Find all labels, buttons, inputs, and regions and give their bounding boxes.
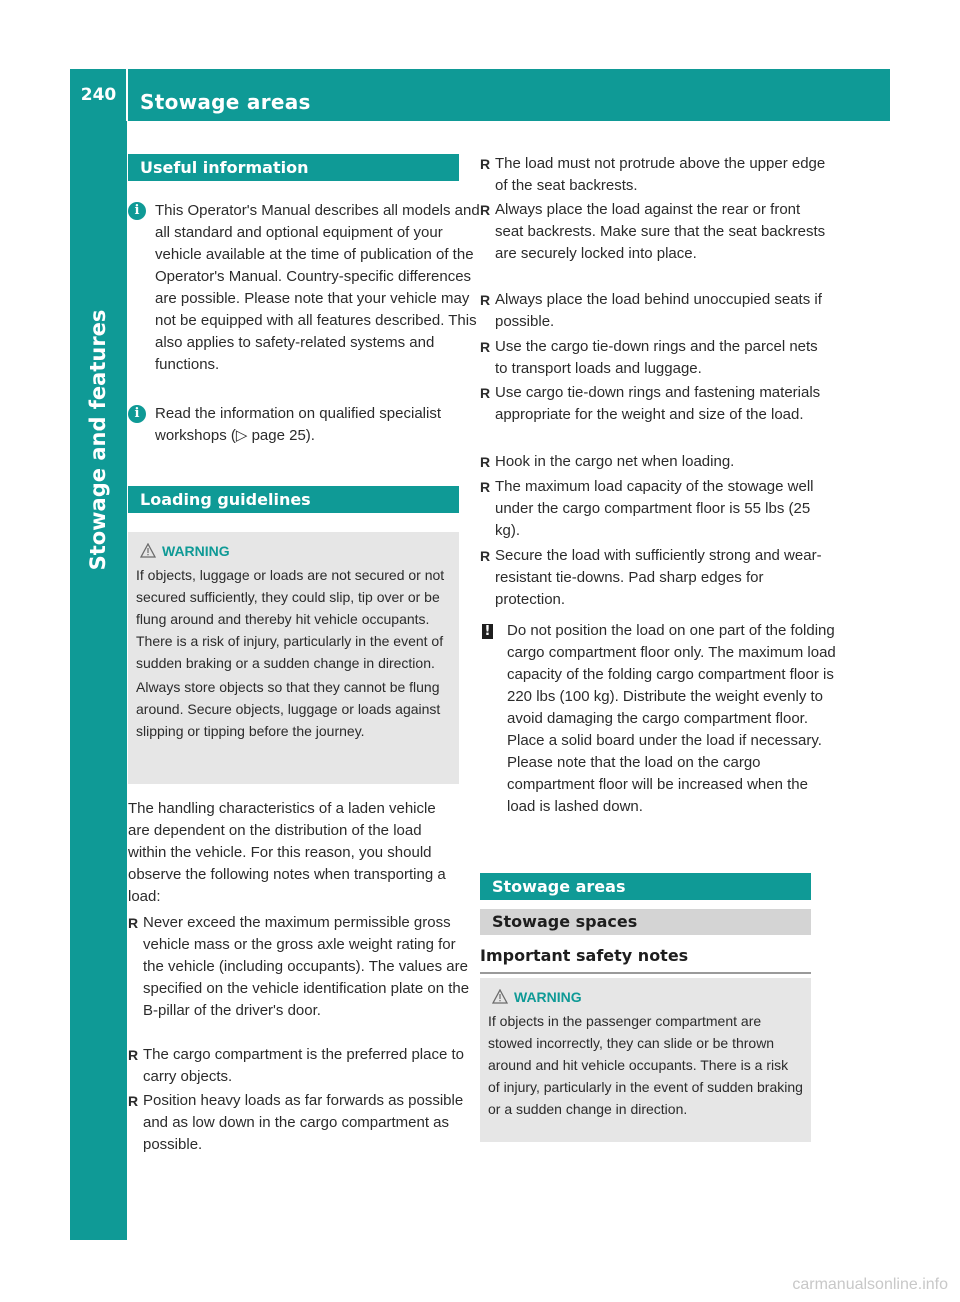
bullet-r-icon: R (128, 1093, 139, 1109)
caution-note-text: Do not position the load on one part of the folding cargo compartment floor only. The maximum load capacity of the folding cargo compartment floor is 220 lbs (100 kg). Distribute the weight evenly to avoid damaging the cargo compartment floor. Place a solid board under the load if necessary. Please note that the load on the cargo compartment floor will be increased when the load is lashed down. (507, 622, 836, 815)
info-icon: i (128, 202, 146, 220)
bullet-r-icon: R (480, 385, 491, 401)
bullet-r-icon: R (480, 156, 491, 172)
list-item: R Always place the load behind unoccupied seats if possible. (480, 291, 822, 330)
bullet-r-icon: R (480, 548, 491, 564)
bullet-r-icon: R (128, 1047, 139, 1063)
list-item: R Position heavy loads as far forwards as possible and as low down in the cargo compartment as possible. (128, 1092, 464, 1153)
warning-text: Always store objects so that they cannot be flung around. Secure objects, luggage or loads against slipping or tipping before the journey. (136, 679, 441, 739)
list-item: R Hook in the cargo net when loading. (480, 451, 826, 473)
section-loading-guidelines: Loading guidelines (128, 486, 459, 513)
page-number: 240 (80, 85, 117, 105)
info-note-text: Read the information on qualified specialist workshops (▷ page 25). (155, 405, 442, 444)
info-note (128, 403, 486, 447)
caution-note (480, 620, 838, 818)
page-title: Stowage areas (140, 90, 311, 114)
warning-text: If objects in the passenger compartment are stowed incorrectly, they can slide or be thrown around and hit vehicle occupants. There is a risk of injury, particularly in the event of sudden braking or a sudden change in direction. (488, 1013, 803, 1117)
info-note-text: This Operator's Manual describes all models and all standard and optional equipment of your vehicle available at the time of publication of the Operator's Manual. Country-specific differences are possible. Please note that your vehicle may not be equipped with all features described. This also applies to safety-related systems and functions. (155, 202, 480, 373)
list-item: R Secure the load with sufficiently strong and wear-resistant tie-downs. Pad sharp edges for protection. (480, 547, 822, 608)
subsection-stowage-spaces: Stowage spaces (480, 909, 811, 935)
section-useful-information: Useful information (128, 154, 459, 181)
important-safety-notes-heading: Important safety notes (480, 946, 811, 974)
bullet-r-icon: R (480, 479, 491, 495)
caution-icon: ! (482, 624, 493, 639)
list-item: R The cargo compartment is the preferred place to carry objects. (128, 1046, 464, 1085)
bullet-r-icon: R (480, 292, 491, 308)
bullet-r-icon: R (480, 202, 491, 218)
watermark: carmanualsonline.info (792, 1276, 948, 1293)
warning-box (128, 532, 459, 784)
list-item: R Never exceed the maximum permissible gross vehicle mass or the gross axle weight rating for the vehicle (including occupants). The values are specified on the vehicle identification plate on the B-pillar of the driver's door. (128, 914, 470, 1019)
list-item: R Always place the load against the rear or front seat backrests. Make sure that the seat backrests are securely locked into place. (480, 201, 826, 262)
list-item: R Use cargo tie-down rings and fastening materials appropriate for the weight and size of the load. (480, 384, 821, 423)
info-icon: i (128, 405, 146, 423)
bullet-r-icon: R (480, 339, 491, 355)
list-item: R Use the cargo tie-down rings and the parcel nets to transport loads and luggage. (480, 338, 818, 377)
bullet-r-icon: R (128, 915, 139, 931)
warning-box (480, 978, 811, 1142)
bullet-r-icon: R (480, 454, 491, 470)
list-item: R The maximum load capacity of the stowage well under the cargo compartment floor is 55 lbs (25 kg). (480, 478, 814, 539)
list-item: R The load must not protrude above the upper edge of the seat backrests. (480, 155, 826, 194)
warning-triangle-icon (140, 543, 156, 558)
warning-text: If objects, luggage or loads are not secured or not secured sufficiently, they could slip, tip over or be flung around and thereby hit vehicle occupants. There is a risk of injury, particularly in the event of sudden braking or a sudden change in direction. (136, 567, 445, 671)
intro-paragraph: The handling characteristics of a laden vehicle are dependent on the distribution of the load within the vehicle. For this reason, you should observe the following notes when transporting a load: (128, 800, 446, 905)
info-note (128, 200, 486, 376)
warning-title: WARNING (488, 986, 803, 1008)
side-tab (70, 121, 127, 1240)
warning-title: WARNING (136, 540, 451, 562)
warning-triangle-icon (492, 989, 508, 1004)
header-divider (126, 69, 128, 121)
section-stowage-areas: Stowage areas (480, 873, 811, 900)
